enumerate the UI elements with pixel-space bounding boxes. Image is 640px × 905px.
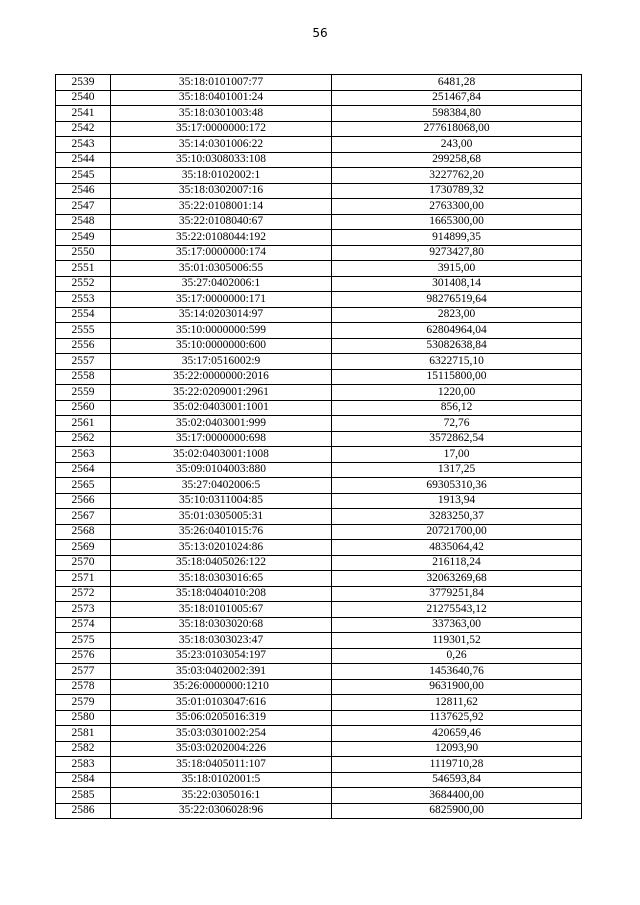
row-number-cell: 2586 xyxy=(56,803,111,819)
value-cell: 1913,94 xyxy=(332,493,582,509)
table-body xyxy=(56,75,582,819)
row-number-cell: 2571 xyxy=(56,571,111,587)
cadastral-number-cell: 35:18:0101007:77 xyxy=(111,75,332,91)
row-number-cell: 2569 xyxy=(56,540,111,556)
cadastral-number-cell: 35:18:0405026:122 xyxy=(111,555,332,571)
cadastral-number-cell: 35:18:0404010:208 xyxy=(111,586,332,602)
cadastral-number-cell: 35:17:0516002:9 xyxy=(111,354,332,370)
value-cell: 69305310,36 xyxy=(332,478,582,494)
cadastral-number-cell: 35:09:0104003:880 xyxy=(111,462,332,478)
table-row xyxy=(56,633,582,649)
value-cell: 21275543,12 xyxy=(332,602,582,618)
table-row xyxy=(56,338,582,354)
table-row xyxy=(56,571,582,587)
table-row xyxy=(56,75,582,91)
table-row xyxy=(56,106,582,122)
cadastral-number-cell: 35:01:0305006:55 xyxy=(111,261,332,277)
value-cell: 243,00 xyxy=(332,137,582,153)
cadastral-number-cell: 35:03:0301002:254 xyxy=(111,726,332,742)
value-cell: 3684400,00 xyxy=(332,788,582,804)
row-number-cell: 2550 xyxy=(56,245,111,261)
value-cell: 0,26 xyxy=(332,648,582,664)
cadastral-number-cell: 35:10:0311004:85 xyxy=(111,493,332,509)
row-number-cell: 2580 xyxy=(56,710,111,726)
table-row xyxy=(56,524,582,540)
row-number-cell: 2581 xyxy=(56,726,111,742)
table-row xyxy=(56,462,582,478)
value-cell: 15115800,00 xyxy=(332,369,582,385)
value-cell: 72,76 xyxy=(332,416,582,432)
table-row xyxy=(56,788,582,804)
cadastral-number-cell: 35:22:0108001:14 xyxy=(111,199,332,215)
value-cell: 119301,52 xyxy=(332,633,582,649)
value-cell: 4835064,42 xyxy=(332,540,582,556)
table-row xyxy=(56,276,582,292)
row-number-cell: 2542 xyxy=(56,121,111,137)
cadastral-number-cell: 35:17:0000000:171 xyxy=(111,292,332,308)
value-cell: 3227762,20 xyxy=(332,168,582,184)
value-cell: 2763300,00 xyxy=(332,199,582,215)
table-row xyxy=(56,509,582,525)
table-row xyxy=(56,540,582,556)
row-number-cell: 2543 xyxy=(56,137,111,153)
row-number-cell: 2557 xyxy=(56,354,111,370)
value-cell: 2823,00 xyxy=(332,307,582,323)
cadastral-number-cell: 35:22:0108044:192 xyxy=(111,230,332,246)
row-number-cell: 2563 xyxy=(56,447,111,463)
value-cell: 12093,90 xyxy=(332,741,582,757)
cadastral-number-cell: 35:02:0403001:1008 xyxy=(111,447,332,463)
table-row xyxy=(56,183,582,199)
value-cell: 1220,00 xyxy=(332,385,582,401)
cadastral-number-cell: 35:02:0403001:999 xyxy=(111,416,332,432)
table-row xyxy=(56,803,582,819)
value-cell: 546593,84 xyxy=(332,772,582,788)
row-number-cell: 2573 xyxy=(56,602,111,618)
value-cell: 301408,14 xyxy=(332,276,582,292)
cadastral-number-cell: 35:18:0303023:47 xyxy=(111,633,332,649)
table-row xyxy=(56,261,582,277)
value-cell: 53082638,84 xyxy=(332,338,582,354)
row-number-cell: 2585 xyxy=(56,788,111,804)
table-row xyxy=(56,772,582,788)
value-cell: 6825900,00 xyxy=(332,803,582,819)
value-cell: 32063269,68 xyxy=(332,571,582,587)
table-row xyxy=(56,400,582,416)
value-cell: 598384,80 xyxy=(332,106,582,122)
table-row xyxy=(56,431,582,447)
row-number-cell: 2572 xyxy=(56,586,111,602)
row-number-cell: 2549 xyxy=(56,230,111,246)
table-row xyxy=(56,757,582,773)
row-number-cell: 2584 xyxy=(56,772,111,788)
cadastral-number-cell: 35:22:0209001:2961 xyxy=(111,385,332,401)
value-cell: 856,12 xyxy=(332,400,582,416)
cadastral-number-cell: 35:06:0205016:319 xyxy=(111,710,332,726)
value-cell: 1317,25 xyxy=(332,462,582,478)
table-row xyxy=(56,617,582,633)
cadastral-number-cell: 35:17:0000000:174 xyxy=(111,245,332,261)
table-row xyxy=(56,555,582,571)
row-number-cell: 2570 xyxy=(56,555,111,571)
table-row xyxy=(56,168,582,184)
cadastral-number-cell: 35:18:0405011:107 xyxy=(111,757,332,773)
table-row xyxy=(56,385,582,401)
cadastral-number-cell: 35:18:0301003:48 xyxy=(111,106,332,122)
table-row xyxy=(56,416,582,432)
table-row xyxy=(56,292,582,308)
cadastral-number-cell: 35:18:0401001:24 xyxy=(111,90,332,106)
table-row xyxy=(56,648,582,664)
cadastral-number-cell: 35:18:0302007:16 xyxy=(111,183,332,199)
row-number-cell: 2552 xyxy=(56,276,111,292)
table-row xyxy=(56,121,582,137)
value-cell: 1119710,28 xyxy=(332,757,582,773)
cadastral-number-cell: 35:03:0202004:226 xyxy=(111,741,332,757)
cadastral-number-cell: 35:01:0305005:31 xyxy=(111,509,332,525)
value-cell: 1137625,92 xyxy=(332,710,582,726)
table-row xyxy=(56,152,582,168)
cadastral-number-cell: 35:13:0201024:86 xyxy=(111,540,332,556)
cadastral-number-cell: 35:18:0101005:67 xyxy=(111,602,332,618)
table-row xyxy=(56,369,582,385)
cadastral-number-cell: 35:14:0203014:97 xyxy=(111,307,332,323)
row-number-cell: 2576 xyxy=(56,648,111,664)
value-cell: 9631900,00 xyxy=(332,679,582,695)
row-number-cell: 2539 xyxy=(56,75,111,91)
table-row xyxy=(56,679,582,695)
table-row xyxy=(56,137,582,153)
row-number-cell: 2561 xyxy=(56,416,111,432)
row-number-cell: 2559 xyxy=(56,385,111,401)
table-row xyxy=(56,741,582,757)
value-cell: 1730789,32 xyxy=(332,183,582,199)
page-number: 56 xyxy=(312,26,328,40)
value-cell: 62804964,04 xyxy=(332,323,582,339)
row-number-cell: 2548 xyxy=(56,214,111,230)
row-number-cell: 2551 xyxy=(56,261,111,277)
row-number-cell: 2556 xyxy=(56,338,111,354)
value-cell: 6481,28 xyxy=(332,75,582,91)
table-row xyxy=(56,447,582,463)
cadastral-number-cell: 35:27:0402006:5 xyxy=(111,478,332,494)
table-row xyxy=(56,245,582,261)
row-number-cell: 2554 xyxy=(56,307,111,323)
table-row xyxy=(56,230,582,246)
row-number-cell: 2564 xyxy=(56,462,111,478)
table-row xyxy=(56,710,582,726)
row-number-cell: 2582 xyxy=(56,741,111,757)
row-number-cell: 2547 xyxy=(56,199,111,215)
row-number-cell: 2568 xyxy=(56,524,111,540)
row-number-cell: 2546 xyxy=(56,183,111,199)
row-number-cell: 2565 xyxy=(56,478,111,494)
table-row xyxy=(56,586,582,602)
table-row xyxy=(56,323,582,339)
row-number-cell: 2541 xyxy=(56,106,111,122)
value-cell: 914899,35 xyxy=(332,230,582,246)
table-row xyxy=(56,726,582,742)
value-cell: 277618068,00 xyxy=(332,121,582,137)
value-cell: 98276519,64 xyxy=(332,292,582,308)
row-number-cell: 2574 xyxy=(56,617,111,633)
row-number-cell: 2583 xyxy=(56,757,111,773)
cadastral-number-cell: 35:10:0308033:108 xyxy=(111,152,332,168)
value-cell: 9273427,80 xyxy=(332,245,582,261)
row-number-cell: 2577 xyxy=(56,664,111,680)
cadastral-number-cell: 35:18:0303020:68 xyxy=(111,617,332,633)
row-number-cell: 2567 xyxy=(56,509,111,525)
table-row xyxy=(56,90,582,106)
cadastral-number-cell: 35:18:0102002:1 xyxy=(111,168,332,184)
cadastral-number-cell: 35:18:0102001:5 xyxy=(111,772,332,788)
row-number-cell: 2555 xyxy=(56,323,111,339)
table-row xyxy=(56,664,582,680)
value-cell: 3779251,84 xyxy=(332,586,582,602)
row-number-cell: 2560 xyxy=(56,400,111,416)
cadastral-number-cell: 35:01:0103047:616 xyxy=(111,695,332,711)
row-number-cell: 2553 xyxy=(56,292,111,308)
row-number-cell: 2544 xyxy=(56,152,111,168)
row-number-cell: 2540 xyxy=(56,90,111,106)
row-number-cell: 2566 xyxy=(56,493,111,509)
table-row xyxy=(56,695,582,711)
value-cell: 17,00 xyxy=(332,447,582,463)
value-cell: 216118,24 xyxy=(332,555,582,571)
table-row xyxy=(56,307,582,323)
value-cell: 1453640,76 xyxy=(332,664,582,680)
row-number-cell: 2575 xyxy=(56,633,111,649)
cadastral-number-cell: 35:22:0305016:1 xyxy=(111,788,332,804)
cadastral-number-cell: 35:23:0103054:197 xyxy=(111,648,332,664)
value-cell: 299258,68 xyxy=(332,152,582,168)
cadastral-number-cell: 35:02:0403001:1001 xyxy=(111,400,332,416)
table-row xyxy=(56,199,582,215)
value-cell: 3572862,54 xyxy=(332,431,582,447)
table-row xyxy=(56,214,582,230)
cadastral-number-cell: 35:10:0000000:600 xyxy=(111,338,332,354)
value-cell: 337363,00 xyxy=(332,617,582,633)
value-cell: 20721700,00 xyxy=(332,524,582,540)
row-number-cell: 2579 xyxy=(56,695,111,711)
row-number-cell: 2562 xyxy=(56,431,111,447)
row-number-cell: 2545 xyxy=(56,168,111,184)
cadastral-number-cell: 35:17:0000000:698 xyxy=(111,431,332,447)
cadastral-number-cell: 35:26:0401015:76 xyxy=(111,524,332,540)
value-cell: 1665300,00 xyxy=(332,214,582,230)
value-cell: 6322715,10 xyxy=(332,354,582,370)
value-cell: 420659,46 xyxy=(332,726,582,742)
value-cell: 3283250,37 xyxy=(332,509,582,525)
table-row xyxy=(56,493,582,509)
cadastral-number-cell: 35:03:0402002:391 xyxy=(111,664,332,680)
value-cell: 3915,00 xyxy=(332,261,582,277)
cadastral-value-table xyxy=(55,74,582,819)
table-row xyxy=(56,602,582,618)
cadastral-number-cell: 35:22:0000000:2016 xyxy=(111,369,332,385)
value-cell: 12811,62 xyxy=(332,695,582,711)
cadastral-number-cell: 35:26:0000000:1210 xyxy=(111,679,332,695)
cadastral-number-cell: 35:10:0000000:599 xyxy=(111,323,332,339)
cadastral-number-cell: 35:22:0108040:67 xyxy=(111,214,332,230)
table-row xyxy=(56,354,582,370)
cadastral-number-cell: 35:14:0301006:22 xyxy=(111,137,332,153)
table-row xyxy=(56,478,582,494)
cadastral-number-cell: 35:17:0000000:172 xyxy=(111,121,332,137)
row-number-cell: 2578 xyxy=(56,679,111,695)
cadastral-number-cell: 35:18:0303016:65 xyxy=(111,571,332,587)
cadastral-number-cell: 35:22:0306028:96 xyxy=(111,803,332,819)
cadastral-number-cell: 35:27:0402006:1 xyxy=(111,276,332,292)
row-number-cell: 2558 xyxy=(56,369,111,385)
value-cell: 251467,84 xyxy=(332,90,582,106)
